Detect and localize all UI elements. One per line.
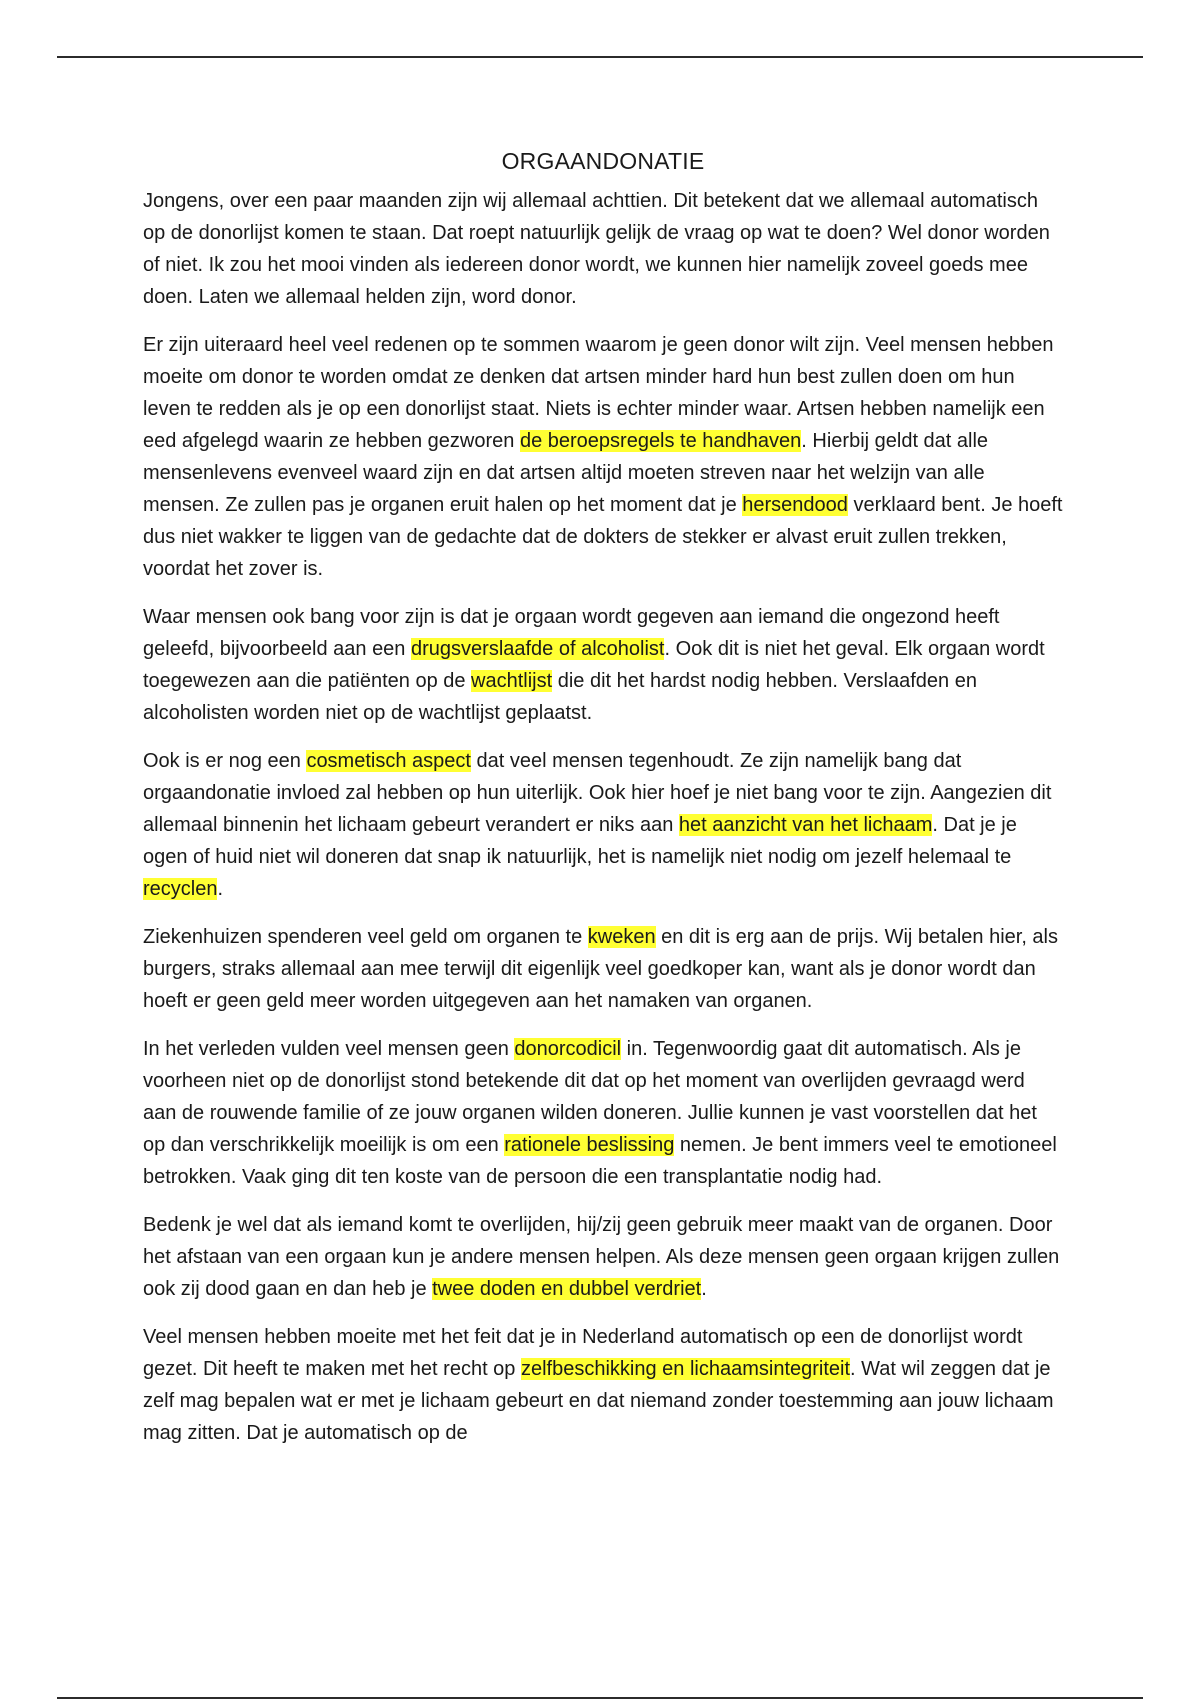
paragraph-text: Bedenk je wel dat als iemand komt te overlijden, hij/zij geen gebruik meer maakt van de organen. Door het afstaan van een orgaan kun je andere mensen helpen. Als deze mensen geen orgaan krijgen zullen ook zij dood gaan en dan heb je [143, 1214, 1060, 1300]
paragraph-text: Ziekenhuizen spenderen veel geld om organen te [143, 926, 588, 948]
header-rule [57, 56, 1143, 58]
paragraph-text: Er zijn uiteraard heel veel redenen op te sommen waarom je geen donor wilt zijn. Veel mensen hebben moeite om donor te worden omdat ze denken dat artsen minder hard hun best zullen doen om hun leven te redden als je op een donorlijst staat. Niets is echter minder waar. Artsen hebben namelijk een eed afgelegd waarin ze hebben gezworen [143, 334, 1054, 452]
highlighted-text: het aanzicht van het lichaam [678, 814, 933, 836]
paragraph-text: . Hierbij geldt dat alle mensenlevens evenveel waard zijn en dat artsen altijd moeten streven naar het welzijn van alle mensen. Ze zullen pas je organen eruit halen op het moment dat je [143, 430, 989, 516]
paragraph [143, 601, 1063, 729]
paragraph-text: Jongens, over een paar maanden zijn wij allemaal achttien. Dit betekent dat we allemaal automatisch op de donorlijst komen te staan. Dat roept natuurlijk gelijk de vraag op wat te doen? Wel donor worden of niet. Ik zou het mooi vinden als iedereen donor wordt, we kunnen hier namelijk zoveel goeds mee doen. Laten we allemaal helden zijn, word donor. [143, 190, 1050, 308]
highlighted-text: twee doden en dubbel verdriet [432, 1278, 702, 1300]
paragraph-text: . [701, 1278, 707, 1300]
highlighted-text: wachtlijst [471, 670, 553, 692]
highlighted-text: zelfbeschikking en lichaamsintegriteit [520, 1358, 851, 1380]
highlighted-text: cosmetisch aspect [306, 750, 471, 772]
document-title: ORGAANDONATIE [501, 148, 705, 174]
highlighted-text: hersendood [742, 494, 848, 516]
paragraph-text: nemen. Je bent immers veel te emotioneel betrokken. Vaak ging dit ten koste van de persoon die een transplantatie nodig had. [143, 1134, 1057, 1188]
paragraph-text: dat veel mensen tegenhoudt. Ze zijn namelijk bang dat orgaandonatie invloed zal hebben op hun uiterlijk. Ook hier hoef je niet bang voor te zijn. Aangezien dit allemaal binnenin het lichaam gebeurt verandert er niks aan [143, 750, 1052, 836]
highlighted-text: drugsverslaafde of alcoholist [411, 638, 665, 660]
document-body [143, 185, 1063, 1449]
highlighted-text: de beroepsregels te handhaven [519, 430, 802, 452]
highlighted-text: kweken [587, 926, 656, 948]
document-page [143, 140, 1063, 1465]
paragraph [143, 745, 1063, 905]
paragraph-text: verklaard bent. Je hoeft dus niet wakker te liggen van de gedachte dat de dokters de stekker er alvast eruit zullen trekken, voordat het zover is. [143, 494, 1063, 580]
paragraph-text: en dit is erg aan de prijs. Wij betalen hier, als burgers, straks allemaal aan mee terwijl dit eigenlijk veel goedkoper kan, want als je donor wordt dan hoeft er geen geld meer worden uitgegeven aan het namaken van organen. [143, 926, 1058, 1012]
paragraph-text: . [217, 878, 224, 900]
highlighted-text: donorcodicil [514, 1038, 622, 1060]
paragraph-text: in. Tegenwoordig gaat dit automatisch. Als je voorheen niet op de donorlijst stond betekende dit dat op het moment van overlijden gevraagd werd aan de rouwende familie of ze jouw organen wilden doneren. Jullie kunnen je vast voorstellen dat het op dan verschrikkelijk moeilijk is om een [143, 1038, 1037, 1156]
paragraph [143, 185, 1063, 313]
paragraph-text: die dit het hardst nodig hebben. Verslaafden en alcoholisten worden niet op de wachtlijst geplaatst. [143, 670, 977, 724]
paragraph-text: . Dat je je ogen of huid niet wil doneren dat snap ik natuurlijk, het is namelijk niet nodig om jezelf helemaal te [143, 814, 1017, 868]
paragraph [143, 921, 1063, 1017]
paragraph [143, 1321, 1063, 1449]
paragraph-text: Ook is er nog een [143, 750, 307, 772]
paragraph [143, 329, 1063, 585]
paragraph-text: Veel mensen hebben moeite met het feit dat je in Nederland automatisch op een de donorlijst wordt gezet. Dit heeft te maken met het recht op [143, 1326, 1023, 1380]
paragraph-text: . Ook dit is niet het geval. Elk orgaan wordt toegewezen aan die patiënten op de [143, 638, 1045, 692]
highlighted-text: rationele beslissing [504, 1134, 675, 1156]
highlighted-text: recyclen [143, 878, 218, 900]
paragraph-text: Waar mensen ook bang voor zijn is dat je orgaan wordt gegeven aan iemand die ongezond heeft geleefd, bijvoorbeeld aan een [143, 606, 1000, 660]
paragraph [143, 1209, 1063, 1305]
paragraph [143, 1033, 1063, 1193]
paragraph-text: In het verleden vulden veel mensen geen [143, 1038, 515, 1060]
footer-rule [57, 1697, 1143, 1699]
paragraph-text: . Wat wil zeggen dat je zelf mag bepalen wat er met je lichaam gebeurt en dat niemand zonder toestemming aan jouw lichaam mag zitten. Dat je automatisch op de [143, 1358, 1054, 1444]
